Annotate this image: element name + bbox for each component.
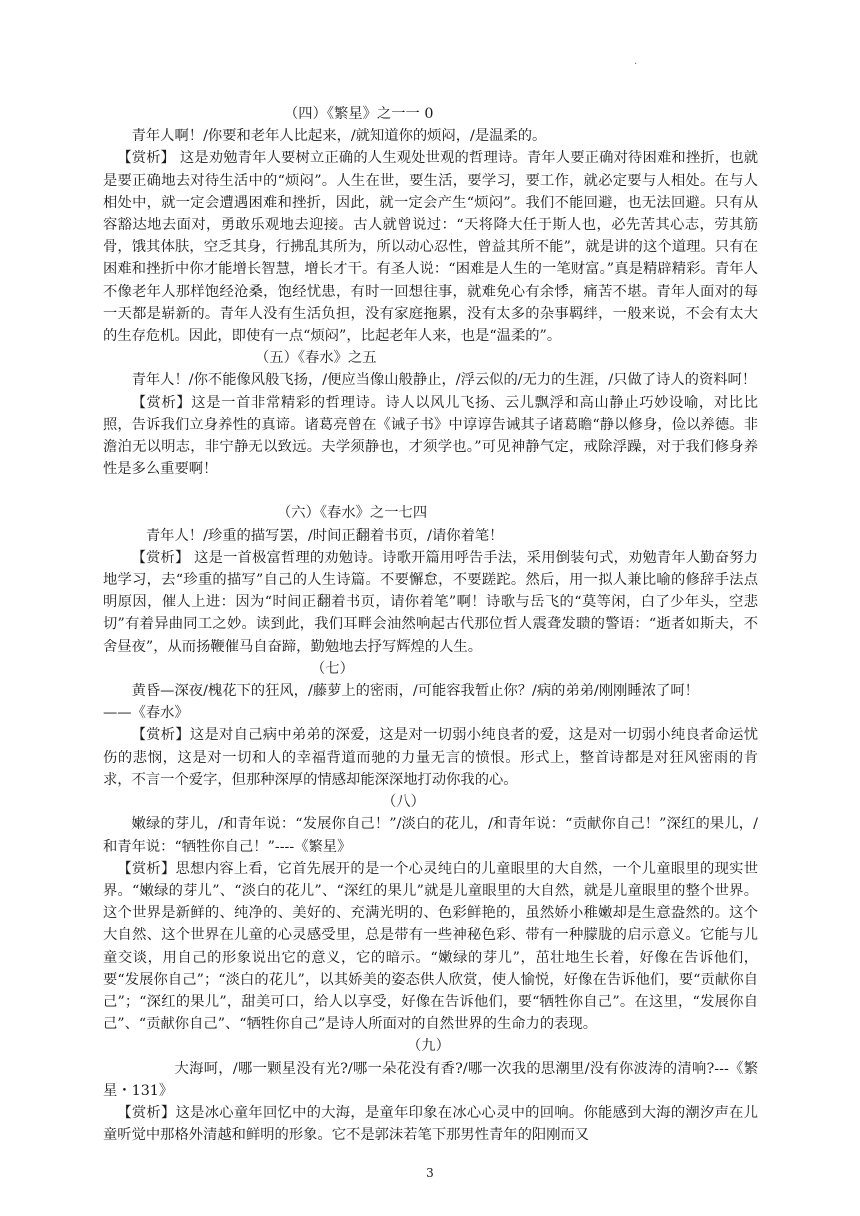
poem-text: 大海呵，/哪一颗星没有光?/哪一朵花没有香?/哪一次我的思潮里/没有你波涛的清响?---《繁星・131》 xyxy=(103,1060,758,1099)
analysis-paragraph: 【赏析】这是冰心童年回忆中的大海，是童年印象在冰心心灵中的回响。你能感到大海的潮汐声在儿童听觉中那格外清越和鲜明的形象。它不是郭沫若笔下那男性青年的阳刚而又 xyxy=(103,1104,758,1144)
poem-text: 黄昏—深夜/槐花下的狂风，/藤萝上的密雨，/可能容我暂止你？/病的弟弟/刚刚睡浓了呵！ xyxy=(131,683,699,700)
analysis-paragraph: 【赏析】 这是一首极富哲理的劝勉诗。诗歌开篇用呼告手法，采用倒装句式，劝勉青年人勤奋努力地学习，去“珍重的描写”自己的人生诗篇。不要懈怠，不要蹉跎。然后，用一拟人兼比喻的修辞手法点明原因，催人上进：因为“时间正翻着书页，请你着笔”啊！诗歌与岳飞的“莫等闲，白了少年头，空悲切”有着异曲同工之妙。读到此，我们耳畔会油然响起古代那位哲人震聋发聩的警语：“逝者如斯夫，不舍昼夜”，从而扬鞭催马自奋蹄，勤勉地去抒写辉煌的人生。 xyxy=(103,549,758,655)
section-heading: （八） xyxy=(382,794,425,811)
poem-text: 青年人！/你不能像风般飞扬，/便应当像山般静止，/浮云似的/无力的生涯，/只做了诗人的资料呵！ xyxy=(131,372,757,389)
analysis-paragraph: 【赏析】这是对自己病中弟弟的深爱，这是对一切弱小纯良者的爱，这是对一切弱小纯良者命运忧伤的悲悯，这是对一切和人的幸福背道而驰的力量无言的愤恨。形式上，整首诗都是对狂风密雨的肯求，不言一个爱字，但那种深厚的情感却能深深地打动你我的心。 xyxy=(103,727,758,788)
poem-source: ——《春水》 xyxy=(103,705,189,722)
section-heading: （六）《春水》之一七四 xyxy=(277,505,428,522)
header-mark: . xyxy=(634,56,638,67)
section-heading: （七） xyxy=(311,660,354,677)
section-heading: （五）《春水》之五 xyxy=(255,350,377,367)
section-heading: （九） xyxy=(407,1038,450,1055)
analysis-paragraph: 【赏析】 这是劝勉青年人要树立正确的人生观处世观的哲理诗。青年人要正确对待困难和挫折，也就是要正确地去对待生活中的“烦闷”。人生在世，要生活，要学习，要工作，就必定要与人相处。在与人相处中，就一定会遭遇困难和挫折，因此，就一定会产生“烦闷”。我们不能回避，也无法回避。只有从容豁达地去面对，勇敢乐观地去迎接。古人就曾说过：“天将降大任于斯人也，必先苦其心志，劳其筋骨，饿其体肤，空乏其身，行拂乱其所为，所以动心忍性，曾益其所不能”，就是讲的这个道理。只有在困难和挫折中你才能增长智慧，增长才干。有圣人说：“困难是人生的一笔财富。”真是精辟精彩。青年人不像老年人那样饱经沧桑，饱经忧患，有时一回想往事，就难免心有余悸，痛苦不堪。青年人面对的每一天都是崭新的。青年人没有生活负担，没有家庭拖累，没有太多的杂事羁绊，一般来说，不会有太大的生存危机。因此，即使有一点“烦闷”，比起老年人来，也是“温柔的”。 xyxy=(103,150,758,345)
document-body xyxy=(103,103,758,1146)
section-heading: （四）《繁星》之一一 0 xyxy=(284,106,434,122)
analysis-paragraph: 【赏析】思想内容上看，它首先展开的是一个心灵纯白的儿童眼里的大自然，一个儿童眼里的现实世界。“嫩绿的芽儿”、“淡白的花儿”、“深红的果儿”就是儿童眼里的大自然，就是儿童眼里的整个世界。这个世界是新鲜的、纯净的、美好的、充满光明的、色彩鲜艳的，虽然娇小稚嫩却是生意盎然的。这个大自然、这个世界在儿童的心灵感受里，总是带有一些神秘色彩、带有一种朦胧的启示意义。它能与儿童交谈，用自己的形象说出它的意义，它的暗示。“嫩绿的芽儿”，茁壮地生长着，好像在告诉他们，要“发展你自己”；“淡白的花儿”，以其娇美的姿态供人欣赏，使人愉悦，好像在告诉他们，要“贡献你自己”；“深红的果儿”，甜美可口，给人以享受，好像在告诉他们，要“牺牲你自己”。在这里，“发展你自己”、“贡献你自己”、“牺牲你自己”是诗人所面对的自然世界的生命力的表现。 xyxy=(103,860,758,1033)
poem-text: 青年人！/珍重的描写罢，/时间正翻着书页，/请你着笔！ xyxy=(145,527,504,544)
page-number: 3 xyxy=(426,1166,434,1180)
analysis-paragraph: 【赏析】这是一首非常精彩的哲理诗。诗人以风儿飞扬、云儿飘浮和高山静止巧妙设喻，对比比照，告诉我们立身养性的真谛。诸葛亮曾在《诫子书》中谆谆告诫其子诸葛瞻“静以修身，俭以养德。非澹泊无以明志，非宁静无以致远。夫学须静也，才须学也。”可见神静气定，戒除浮躁，对于我们修身养性是多么重要啊！ xyxy=(103,394,758,478)
poem-text: 青年人啊！/你要和老年人比起来，/就知道你的烦闷，/是温柔的。 xyxy=(131,128,547,145)
poem-text: 嫩绿的芽儿，/和青年说：“发展你自己！”/淡白的花儿，/和青年说：“贡献你自己！”深红的果儿，/和青年说：“牺牲你自己！”----《繁星》 xyxy=(103,816,758,855)
